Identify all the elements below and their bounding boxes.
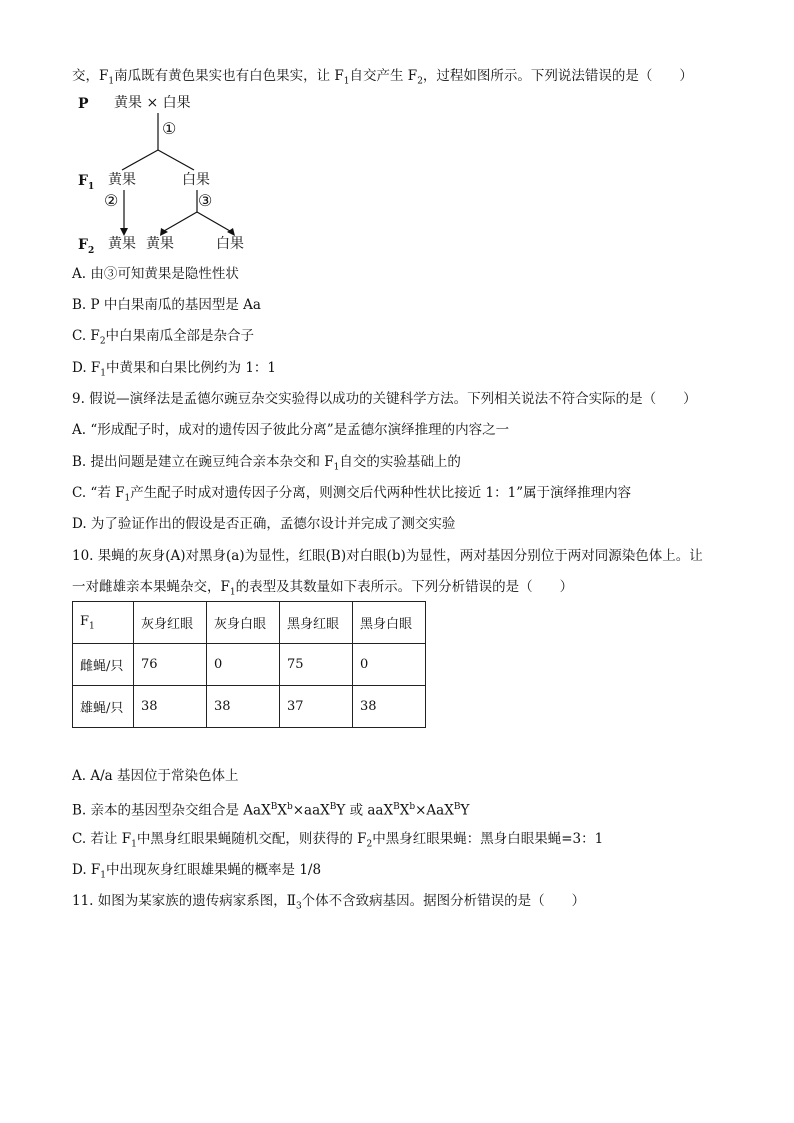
q8-option-a: A. 由③可知黄果是隐性性状 xyxy=(72,266,239,282)
f1-phenotype-table xyxy=(72,601,426,728)
table-row-label: 雄蝇/只 xyxy=(73,686,134,728)
p-cross: 黄果 × 白果 xyxy=(114,95,191,111)
table-cell: 0 xyxy=(207,644,280,686)
cross-diagram-lines xyxy=(0,0,794,260)
q10-option-a: A. A/a 基因位于常染色体上 xyxy=(72,768,239,784)
q8-option-d: D. $F_1$中黄果和白果比例约为 1：1 xyxy=(72,360,277,379)
table-cell: 75 xyxy=(280,644,353,686)
table-header-cell: 灰身白眼 xyxy=(207,602,280,644)
table-cell: 0 xyxy=(353,644,426,686)
table-header-cell: 黑身白眼 xyxy=(353,602,426,644)
q9-option-a: A. “形成配子时，成对的遗传因子彼此分离”是孟德尔演绎推理的内容之一 xyxy=(72,422,510,438)
f2-yellow-b: 黄果 xyxy=(146,236,174,252)
table-cell: 38 xyxy=(207,686,280,728)
q10-stem-line2: 一对雌雄亲本果蝇杂交，$F_1$的表型及其数量如下表所示。下列分析错误的是（ ） xyxy=(72,579,574,598)
table-row xyxy=(73,644,426,686)
step-1-marker: ① xyxy=(162,119,177,138)
f1-generation-label: $F_1$ xyxy=(78,173,95,192)
q10-option-b: B. 亲本的基因型杂交组合是 $AaX^BX^b\times aaX^BY$ 或 $aaX^BX^b\times AaX^BY$ xyxy=(72,802,470,819)
f2-generation-label: $F_2$ xyxy=(78,237,95,256)
f1-yellow: 黄果 xyxy=(108,172,136,188)
q9-option-b: B. 提出问题是建立在豌豆纯合亲本杂交和 $F_1$自交的实验基础上的 xyxy=(72,454,461,473)
table-cell: 38 xyxy=(134,686,207,728)
f1-white: 白果 xyxy=(182,172,210,188)
q9-stem: 9. 假说—演绎法是孟德尔豌豆杂交实验得以成功的关键科学方法。下列相关说法不符合实际的是（ ） xyxy=(72,391,697,407)
q8-option-c: C. $F_2$中白果南瓜全部是杂合子 xyxy=(72,328,255,347)
q10-option-d: D. $F_1$中出现灰身红眼雄果蝇的概率是 1/8 xyxy=(72,862,322,881)
table-header-cell: 灰身红眼 xyxy=(134,602,207,644)
q10-stem-line1: 10. 果蝇的灰身(A)对黑身(a)为显性，红眼(B)对白眼(b)为显性，两对基因分别位于两对同源染色体上。让 xyxy=(72,548,703,564)
step-3-marker: ③ xyxy=(198,191,213,210)
q10-option-c: C. 若让 $F_1$中黑身红眼果蝇随机交配，则获得的 $F_2$中黑身红眼果蝇：黑身白眼果蝇=3：1 xyxy=(72,831,604,850)
q8-option-b: B. P 中白果南瓜的基因型是 Aa xyxy=(72,297,261,313)
p-generation-label: P xyxy=(78,96,89,112)
q8-stem: 交，$F_1$南瓜既有黄色果实也有白色果实，让 $F_1$自交产生 $F_2$，过程如图所示。下列说法错误的是（ ） xyxy=(72,68,693,87)
table-row xyxy=(73,686,426,728)
table-cell: 37 xyxy=(280,686,353,728)
f2-yellow-a: 黄果 xyxy=(108,236,136,252)
step-2-marker: ② xyxy=(104,191,119,210)
f2-white: 白果 xyxy=(216,236,244,252)
table-header-row xyxy=(73,602,426,644)
table-cell: 76 xyxy=(134,644,207,686)
q9-option-c: C. “若 $F_1$产生配子时成对遗传因子分离，则测交后代两种性状比接近 1：1”属于演绎推理内容 xyxy=(72,485,632,504)
q9-option-d: D. 为了验证作出的假设是否正确，孟德尔设计并完成了测交实验 xyxy=(72,516,456,532)
table-cell: 38 xyxy=(353,686,426,728)
table-header-cell: 黑身红眼 xyxy=(280,602,353,644)
table-corner-cell: $F_1$ xyxy=(73,602,134,644)
q11-stem: 11. 如图为某家族的遗传病家系图，$Ⅱ_3$个体不含致病基因。据图分析错误的是（ ） xyxy=(72,893,586,912)
table-row-label: 雌蝇/只 xyxy=(73,644,134,686)
